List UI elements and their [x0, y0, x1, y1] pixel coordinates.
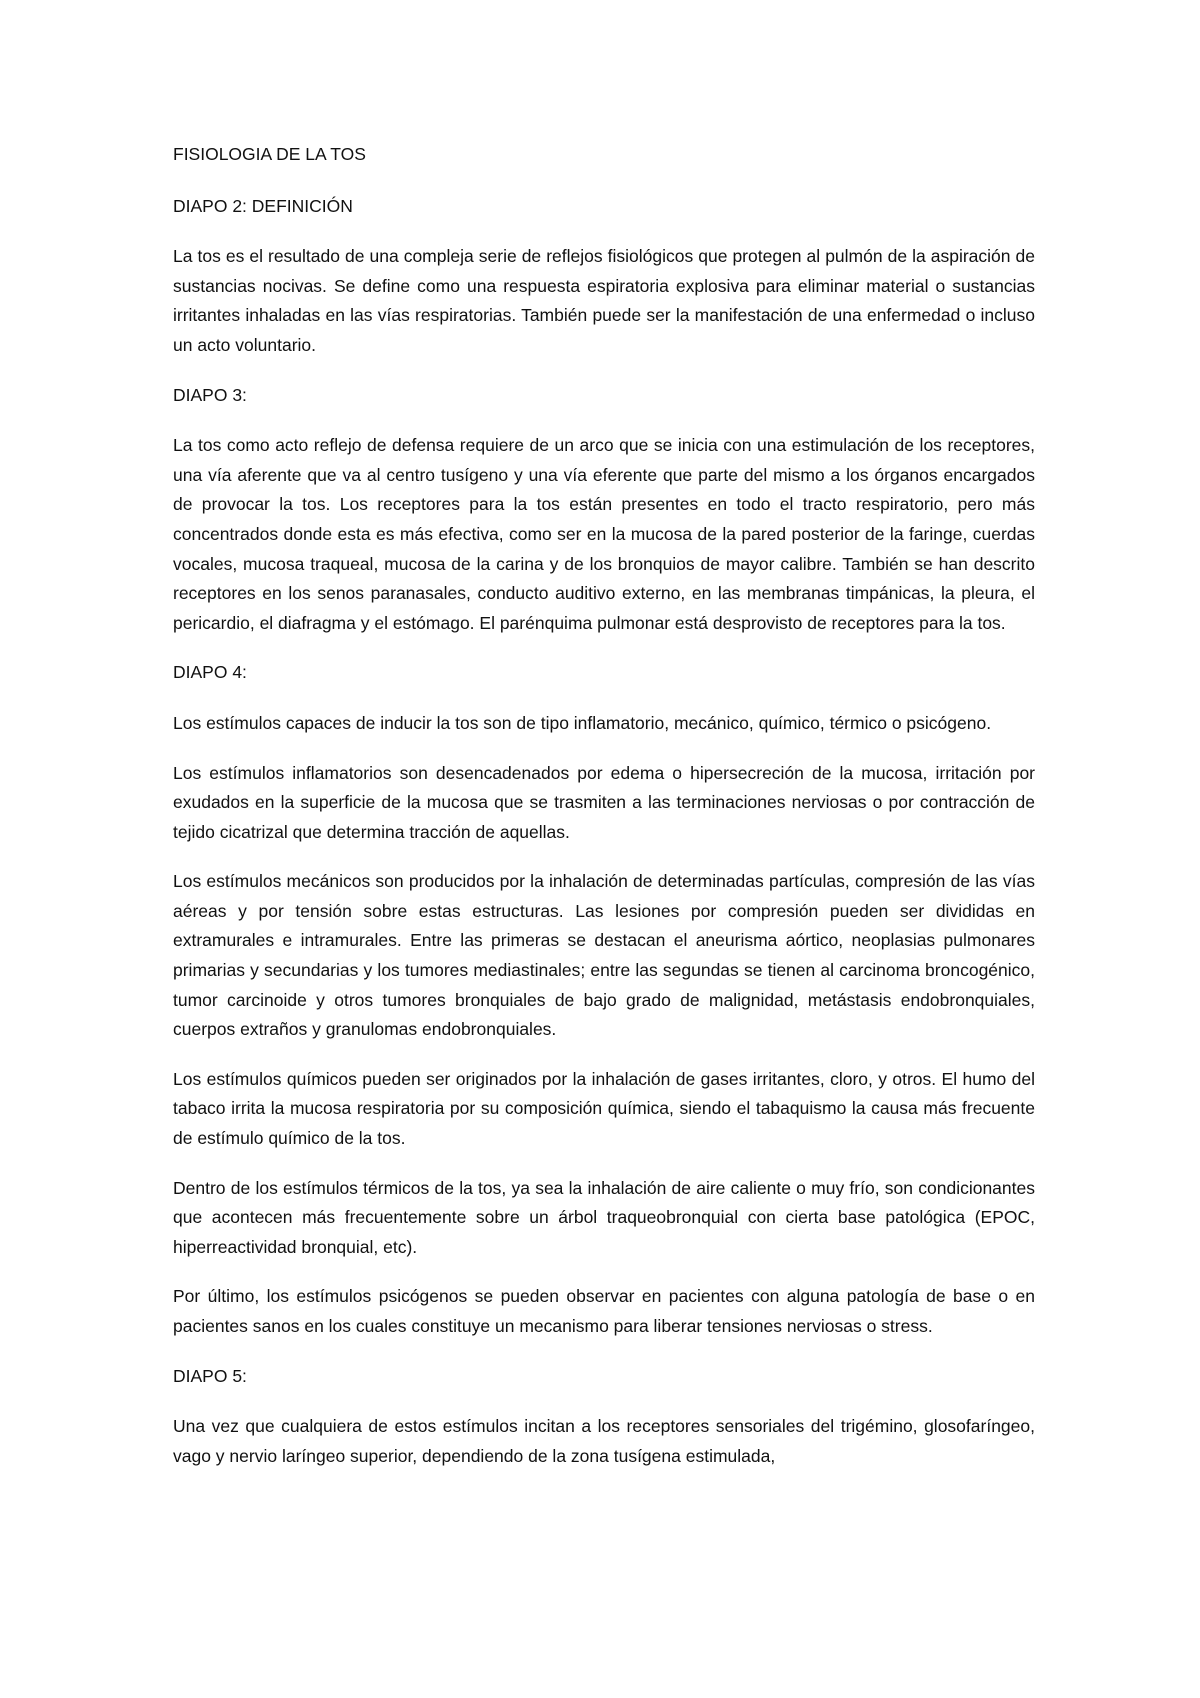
paragraph-chemical-stimuli: Los estímulos químicos pueden ser originados por la inhalación de gases irritantes, cloro, y otros. El humo del tabaco irrita la mucosa respiratoria por su composición química, siendo el tabaquismo la causa más frecuente de estímulo químico de la tos. [173, 1068, 1035, 1149]
paragraph-stimulus-types: Los estímulos capaces de inducir la tos son de tipo inflamatorio, mecánico, químico, térmico o psicógeno. [173, 712, 992, 733]
paragraph-sensory-receptors: Una vez que cualquiera de estos estímulos incitan a los receptores sensoriales del trigémino, glosofaríngeo, vago y nervio laríngeo superior, dependiendo de la zona tusígena estimulada, [173, 1416, 1035, 1466]
document-page [173, 140, 1035, 1491]
paragraph-reflex-arc: La tos como acto reflejo de defensa requiere de un arco que se inicia con una estimulación de los receptores, una vía aferente que va al centro tusígeno y una vía eferente que parte del mismo a los órganos encargados de provocar la tos. Los receptores para la tos están presentes en todo el tracto respiratorio, pero más concentrados donde esta es más efectiva, como ser en la mucosa de la pared posterior de la faringe, cuerdas vocales, mucosa traqueal, mucosa de la carina y de los bronquios de mayor calibre. También se han descrito receptores en los senos paranasales, conducto auditivo externo, en las membranas timpánicas, la pleura, el pericardio, el diafragma y el estómago. El parénquima pulmonar está desprovisto de receptores para la tos. [173, 435, 1035, 633]
document-title: FISIOLOGIA DE LA TOS [173, 144, 366, 164]
section-heading-diapo-3: DIAPO 3: [173, 384, 247, 405]
paragraph-thermal-stimuli: Dentro de los estímulos térmicos de la tos, ya sea la inhalación de aire caliente o muy frío, son condicionantes que acontecen más frecuentemente sobre un árbol traqueobronquial con cierta base patológica (EPOC, hiperreactividad bronquial, etc). [173, 1177, 1035, 1257]
section-heading-diapo-2: DIAPO 2: DEFINICIÓN [173, 195, 353, 216]
section-heading-diapo-5: DIAPO 5: [173, 1365, 247, 1386]
paragraph-definition: La tos es el resultado de una compleja serie de reflejos fisiológicos que protegen al pulmón de la aspiración de sustancias nocivas. Se define como una respuesta espiratoria explosiva para eliminar material o sustancias irritantes inhaladas en las vías respiratorias. También puede ser la manifestación de una enfermedad o incluso un acto voluntario. [173, 246, 1035, 355]
paragraph-inflammatory-stimuli: Los estímulos inflamatorios son desencadenados por edema o hipersecreción de la mucosa, irritación por exudados en la superficie de la mucosa que se trasmiten a las terminaciones nerviosas o por contracción de tejido cicatrizal que determina tracción de aquellas. [173, 762, 1035, 842]
paragraph-psychogenic-stimuli: Por último, los estímulos psicógenos se pueden observar en pacientes con alguna patología de base o en pacientes sanos en los cuales constituye un mecanismo para liberar tensiones nerviosas o stress. [173, 1286, 1035, 1336]
paragraph-mechanical-stimuli: Los estímulos mecánicos son producidos por la inhalación de determinadas partículas, compresión de las vías aéreas y por tensión sobre estas estructuras. Las lesiones por compresión pueden ser divididas en extramurales e intramurales. Entre las primeras se destacan el aneurisma aórtico, neoplasias pulmonares primarias y secundarias y los tumores mediastinales; entre las segundas se tienen al carcinoma broncogénico, tumor carcinoide y otros tumores bronquiales de bajo grado de malignidad, metástasis endobronquiales, cuerpos extraños y granulomas endobronquiales. [173, 871, 1035, 1040]
section-heading-diapo-4: DIAPO 4: [173, 662, 247, 683]
